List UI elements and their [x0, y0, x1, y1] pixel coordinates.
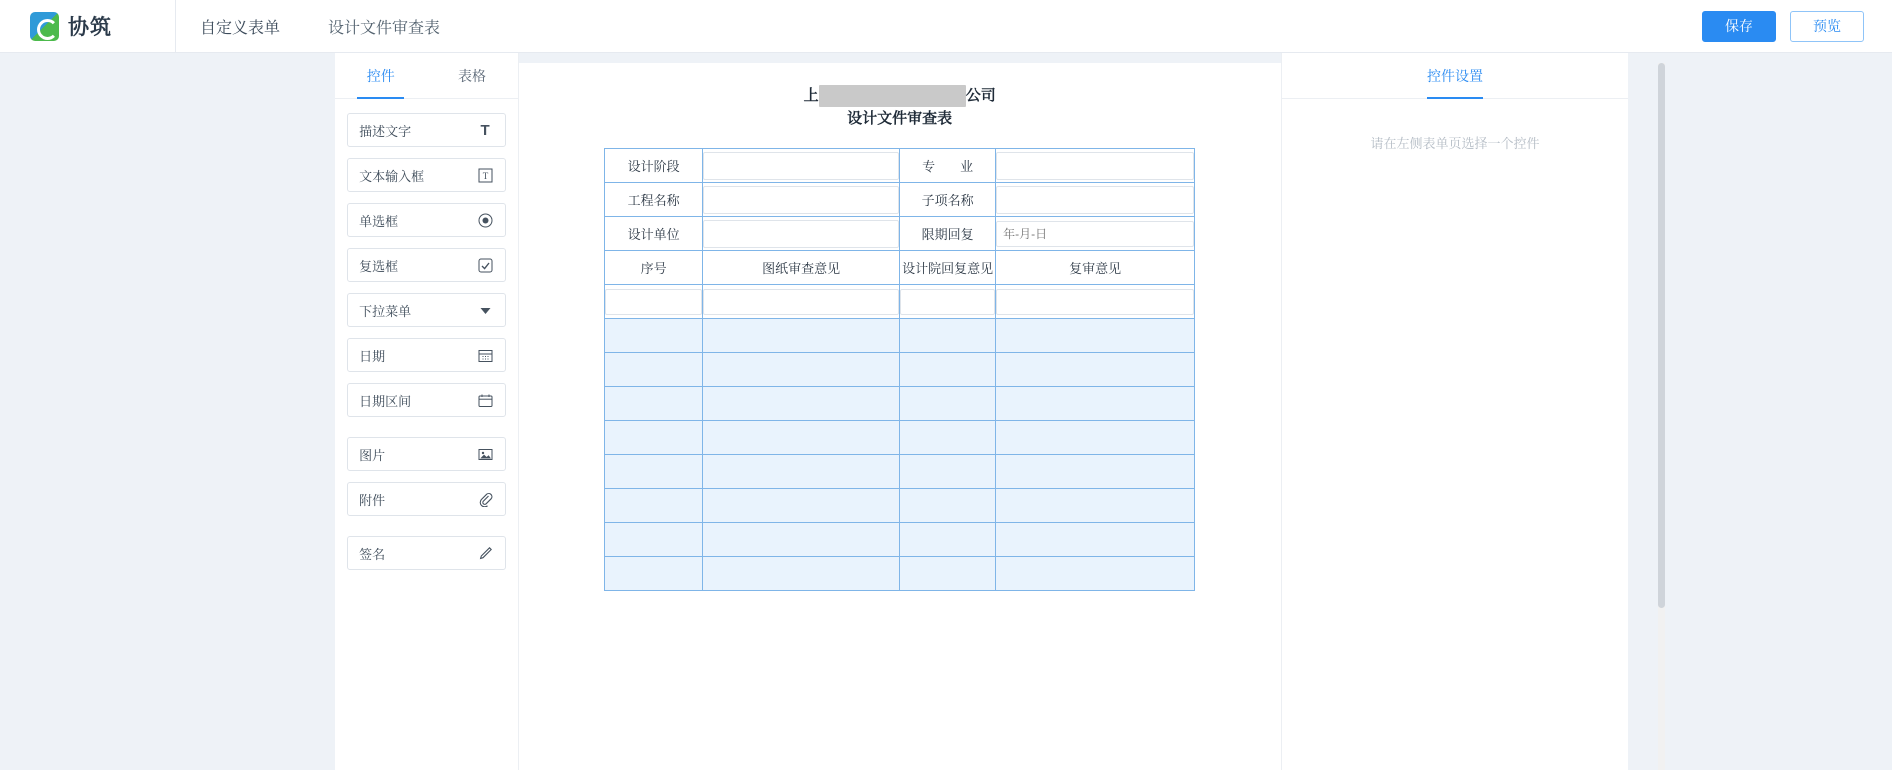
- cell-institute-reply[interactable]: [900, 557, 996, 591]
- cell-drawing-review[interactable]: [703, 489, 900, 523]
- save-button[interactable]: 保存: [1702, 11, 1776, 42]
- tab-controls[interactable]: 控件: [335, 53, 426, 98]
- field-project-name-cell: [703, 183, 900, 217]
- table-row[interactable]: [605, 319, 1195, 353]
- palette-item-radio[interactable]: [347, 203, 506, 237]
- top-nav: [175, 0, 464, 52]
- palette-item-label: 复选框: [359, 258, 399, 274]
- cell-index[interactable]: [605, 523, 703, 557]
- svg-text:T: T: [482, 170, 488, 181]
- palette-item-label: 日期区间: [359, 393, 412, 409]
- table-row: [605, 285, 1195, 319]
- cell-index[interactable]: [605, 489, 703, 523]
- cell-institute-reply[interactable]: [900, 455, 996, 489]
- palette-item-label: 图片: [359, 447, 386, 463]
- cell-re-review: [996, 285, 1195, 319]
- topnav-item-design-review-form[interactable]: 设计文件审查表: [328, 19, 441, 37]
- company-prefix: 上: [803, 87, 819, 104]
- field-design-unit-cell: [703, 217, 900, 251]
- palette-item-label: 单选框: [359, 213, 399, 229]
- scrollbar-thumb[interactable]: [1658, 63, 1665, 608]
- reply-deadline-date-input[interactable]: [996, 221, 1194, 247]
- cell-re-review[interactable]: [996, 319, 1195, 353]
- settings-panel-title: 控件设置: [1282, 53, 1629, 99]
- topbar-actions: [1702, 0, 1864, 52]
- pen-icon: [477, 545, 494, 562]
- re-review-input[interactable]: [996, 289, 1194, 315]
- document-company-title: [519, 85, 1281, 107]
- brand[interactable]: [0, 11, 175, 41]
- field-reply-deadline-cell: [996, 217, 1195, 251]
- radio-icon: [477, 212, 494, 229]
- table-row[interactable]: [605, 353, 1195, 387]
- main-layout: [0, 53, 1892, 770]
- palette-item-date[interactable]: [347, 338, 506, 372]
- table-row[interactable]: [605, 421, 1195, 455]
- paperclip-icon: [477, 491, 494, 508]
- cell-drawing-review[interactable]: [703, 557, 900, 591]
- company-suffix: 公司: [965, 87, 996, 104]
- palette-item-checkbox[interactable]: [347, 248, 506, 282]
- label-design-unit: 设计单位: [605, 217, 703, 251]
- specialty-input[interactable]: [996, 152, 1194, 180]
- cell-drawing-review[interactable]: [703, 353, 900, 387]
- cell-re-review[interactable]: [996, 523, 1195, 557]
- cell-institute-reply[interactable]: [900, 523, 996, 557]
- cell-drawing-review[interactable]: [703, 455, 900, 489]
- cell-re-review[interactable]: [996, 421, 1195, 455]
- table-row[interactable]: [605, 387, 1195, 421]
- field-design-stage-cell: [703, 149, 900, 183]
- table-header-row: [605, 251, 1195, 285]
- cell-institute-reply: [900, 285, 996, 319]
- widget-palette: [335, 53, 519, 770]
- widget-settings-panel: [1281, 53, 1629, 770]
- cell-re-review[interactable]: [996, 387, 1195, 421]
- calendar-icon: [477, 347, 494, 364]
- cell-index[interactable]: [605, 421, 703, 455]
- label-specialty: 专 业: [900, 149, 996, 183]
- cell-re-review[interactable]: [996, 557, 1195, 591]
- cell-index[interactable]: [605, 387, 703, 421]
- cell-drawing-review[interactable]: [703, 387, 900, 421]
- palette-item-label: 描述文字: [359, 123, 412, 139]
- tab-table[interactable]: 表格: [458, 67, 486, 84]
- palette-item-list: [335, 99, 518, 570]
- cell-index[interactable]: [605, 319, 703, 353]
- drawing-review-input[interactable]: [703, 289, 899, 315]
- date-range-icon: [477, 392, 494, 409]
- image-icon: [477, 446, 494, 463]
- palette-item-label: 日期: [359, 348, 386, 364]
- table-row: [605, 217, 1195, 251]
- form-table: [604, 148, 1195, 591]
- institute-reply-input[interactable]: [900, 289, 995, 315]
- palette-item-date-range[interactable]: [347, 383, 506, 417]
- cell-institute-reply[interactable]: [900, 387, 996, 421]
- palette-item-label: 文本输入框: [359, 168, 425, 184]
- form-canvas[interactable]: [519, 63, 1281, 770]
- app-logo-icon: [30, 12, 59, 41]
- column-header-index: 序号: [605, 251, 703, 285]
- cell-drawing-review[interactable]: [703, 319, 900, 353]
- text-T-icon: T: [480, 121, 490, 139]
- canvas-scrollbar[interactable]: [1658, 63, 1665, 770]
- cell-index: [605, 285, 703, 319]
- label-project-name: 工程名称: [605, 183, 703, 217]
- top-bar: [0, 0, 1892, 53]
- palette-item-dropdown[interactable]: [347, 293, 506, 327]
- settings-panel-empty-hint: 请在左侧表单页选择一个控件: [1370, 136, 1540, 151]
- column-header-drawing-review: 图纸审查意见: [703, 251, 900, 285]
- cell-index[interactable]: [605, 353, 703, 387]
- right-gutter: [1628, 53, 1892, 770]
- text-input-icon: [477, 167, 494, 184]
- cell-drawing-review[interactable]: [703, 523, 900, 557]
- label-subitem-name: 子项名称: [900, 183, 996, 217]
- chevron-down-icon: [477, 302, 494, 319]
- table-row: [605, 183, 1195, 217]
- column-header-re-review: 复审意见: [996, 251, 1195, 285]
- table-row[interactable]: [605, 557, 1195, 591]
- subitem-name-input[interactable]: [996, 186, 1194, 214]
- checkbox-icon: [477, 257, 494, 274]
- form-canvas-area: [519, 53, 1281, 770]
- column-header-institute-reply: 设计院回复意见: [900, 251, 996, 285]
- index-input[interactable]: [605, 289, 702, 315]
- cell-drawing-review[interactable]: [703, 421, 900, 455]
- cell-index[interactable]: [605, 455, 703, 489]
- table-row[interactable]: [605, 455, 1195, 489]
- company-redacted-block: [819, 85, 966, 107]
- left-gutter: [0, 53, 335, 770]
- palette-item-label: 签名: [359, 546, 386, 562]
- document-title: 设计文件审查表: [847, 110, 953, 128]
- table-row[interactable]: [605, 489, 1195, 523]
- cell-index[interactable]: [605, 557, 703, 591]
- palette-tabs: [335, 53, 518, 99]
- project-name-input[interactable]: [703, 186, 899, 214]
- cell-institute-reply[interactable]: [900, 421, 996, 455]
- palette-item-signature[interactable]: [347, 536, 506, 570]
- palette-item-attachment[interactable]: [347, 482, 506, 516]
- topnav-item-custom-form[interactable]: 自定义表单: [175, 0, 304, 52]
- label-design-stage: 设计阶段: [605, 149, 703, 183]
- field-subitem-name-cell: [996, 183, 1195, 217]
- field-specialty-cell: [996, 149, 1195, 183]
- table-row[interactable]: [605, 523, 1195, 557]
- palette-item-label: 附件: [359, 492, 386, 508]
- palette-item-text-input[interactable]: [347, 158, 506, 192]
- cell-re-review[interactable]: [996, 455, 1195, 489]
- cell-re-review[interactable]: [996, 489, 1195, 523]
- palette-item-image[interactable]: [347, 437, 506, 471]
- cell-institute-reply[interactable]: [900, 319, 996, 353]
- brand-name: 协筑: [68, 16, 112, 39]
- design-unit-input[interactable]: [703, 220, 899, 248]
- preview-button[interactable]: 预览: [1790, 11, 1864, 42]
- design-stage-input[interactable]: [703, 152, 899, 180]
- cell-institute-reply[interactable]: [900, 489, 996, 523]
- cell-drawing-review: [703, 285, 900, 319]
- palette-item-label: 下拉菜单: [359, 303, 412, 319]
- cell-institute-reply[interactable]: [900, 353, 996, 387]
- cell-re-review[interactable]: [996, 353, 1195, 387]
- palette-item-description-text[interactable]: [347, 113, 506, 147]
- table-row: [605, 149, 1195, 183]
- label-reply-deadline: 限期回复: [900, 217, 996, 251]
